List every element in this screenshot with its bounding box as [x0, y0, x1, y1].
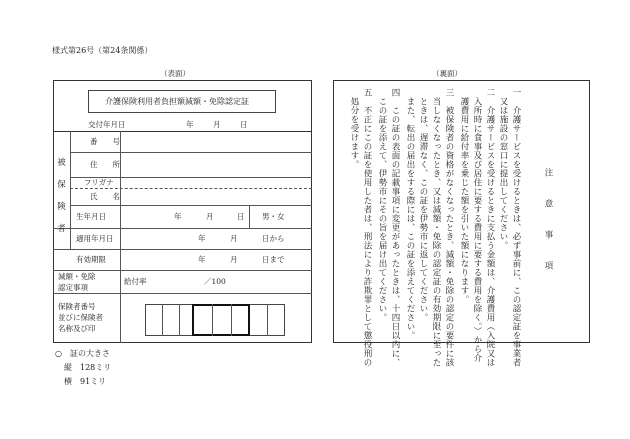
row-line-dashed: [70, 188, 312, 189]
notes-heading: 注 意 事 項: [543, 168, 553, 277]
form-number: 様式第26号（第24条関係）: [52, 46, 153, 55]
expiry-month: 月: [230, 255, 238, 264]
applicable-suffix: 日から: [262, 234, 285, 243]
row-line: [53, 228, 312, 229]
digit-divider: [267, 304, 268, 336]
insured-group-label: 被保険者: [57, 158, 66, 234]
issue-date-year: 年: [186, 120, 194, 129]
row-line: [53, 293, 312, 294]
issue-date-day: 日: [240, 120, 248, 129]
digit-divider: [231, 304, 232, 336]
table-top-line: [53, 131, 312, 132]
label-column-divider: [120, 131, 121, 343]
digit-divider: [162, 304, 163, 336]
expiry-year: 年: [198, 255, 206, 264]
row-line: [70, 152, 312, 153]
insurer-label-line2: 並びに保険者: [58, 313, 103, 322]
rate-label: 給付率: [124, 277, 147, 286]
insurer-label-line3: 名称及び印: [58, 324, 96, 333]
row-line: [70, 205, 312, 206]
back-label: （裏面）: [432, 69, 462, 78]
reduction-label-line2: 認定事項: [58, 283, 88, 292]
note-item-5: 五 不正にこの証を使用した者は、刑法により詐欺罪として懲役刑の 処分を受けます。: [349, 88, 372, 367]
note-item-3: 三 被保険者の資格がなくなったとき、減額・免除の認定の要件に該 当しなくなったとき、又は減額・免除の認定証の有効期限に至った ときは、遅滞なく、この証を伊勢市に返してください。 また、転出の届出をする際には、この証を添えてください。: [405, 88, 454, 367]
insured-group-divider: [70, 131, 71, 249]
note-item-1: 一 介護サービスを受けるときは、必ず事前に、この認定証を事業者 又は施設の窓口に提出してください。: [498, 88, 521, 367]
address-label: 住 所: [90, 160, 120, 169]
birth-day: 日: [237, 212, 245, 221]
applicable-year: 年: [198, 234, 206, 243]
insurer-label-line1: 保険者番号: [58, 302, 96, 311]
birth-year: 年: [174, 212, 182, 221]
applicable-date-label: 適用年月日: [76, 234, 114, 243]
size-note-title: 証の大きさ: [70, 349, 110, 358]
birthdate-label: 生年月日: [76, 212, 106, 221]
digit-divider: [179, 304, 180, 336]
front-label: （表面）: [160, 69, 190, 78]
rate-value: ／100: [204, 277, 226, 286]
card-title: 介護保険利用者負担額減額・免除認定証: [105, 97, 249, 106]
applicable-month: 月: [230, 234, 238, 243]
digit-divider: [212, 304, 213, 336]
expiry-suffix: 日まで: [262, 255, 285, 264]
name-label: 氏 名: [90, 192, 120, 201]
birth-month: 月: [206, 212, 214, 221]
size-note-width: 横 91ミリ: [64, 377, 107, 386]
insurer-number-bold-box: [192, 304, 250, 336]
gender: 男・女: [262, 212, 285, 221]
reduction-label-line1: 減額・免除: [58, 272, 96, 281]
number-label: 番 号: [90, 137, 120, 146]
expiry-label: 有効期限: [76, 255, 106, 264]
issue-date-label: 交付年月日: [88, 120, 126, 129]
size-note-height: 縦 128ミリ: [64, 363, 112, 372]
row-line: [53, 270, 312, 271]
note-item-4: 四 この証の表面の記載事項に変更があったときは、十四日以内に、 この証を添えて、伊勢市にその旨を届け出てください。: [377, 88, 400, 367]
size-note-bullet: ○: [55, 349, 62, 358]
gender-divider: [249, 205, 250, 228]
furigana-label: フリガナ: [84, 178, 114, 187]
issue-date-month: 月: [213, 120, 221, 129]
note-item-2: 二 介護サービスを受けるときに支払う金額は、介護費用（入院又は 入所時に食事及び居住に要する費用に要する費用を除く。）から介 護費用に給付率を乗じた額を引いた額になります。: [459, 88, 495, 367]
row-line: [53, 249, 312, 250]
